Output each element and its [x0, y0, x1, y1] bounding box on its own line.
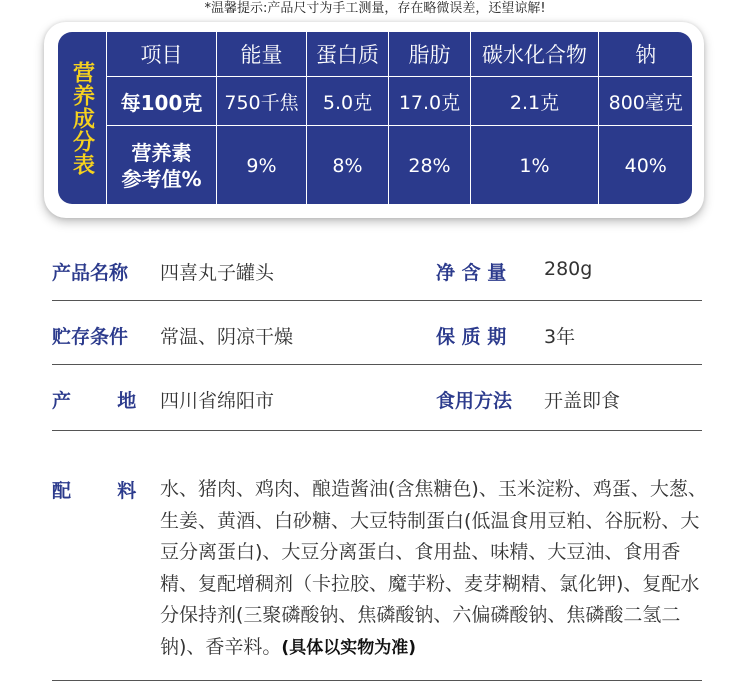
nrv-fat: 28%	[389, 126, 471, 205]
product-name-value: 四喜丸子罐头	[160, 262, 275, 284]
per100-fat: 17.0克	[389, 77, 471, 126]
header-carbohydrate: 碳水化合物	[471, 32, 599, 77]
nutrition-title-cell	[58, 32, 106, 204]
net-content-label: 净 含 量	[436, 262, 507, 284]
storage-value: 常温、阴凉干燥	[160, 326, 294, 348]
nrv-label-line1: 营养素	[131, 141, 192, 165]
ingredients-note: (具体以实物为准)	[281, 637, 416, 658]
header-protein: 蛋白质	[307, 32, 389, 77]
header-sodium: 钠	[599, 32, 693, 77]
nrv-carbohydrate: 1%	[471, 126, 599, 205]
divider-3	[52, 430, 702, 431]
nutrition-table	[106, 32, 692, 204]
usage-value: 开盖即食	[544, 390, 621, 412]
ingredients-label: 配 料	[52, 480, 137, 502]
nrv-protein: 8%	[307, 126, 389, 205]
per100-label: 每100克	[107, 77, 217, 126]
ingredients-value: 水、猪肉、鸡肉、酿造酱油(含焦糖色)、玉米淀粉、鸡蛋、大葱、生姜、黄酒、白砂糖、大豆特制蛋白(低温食用豆粕、谷朊粉、大豆分离蛋白)、大豆分离蛋白、食用盐、味精、大豆油、食用香精、复配增稠剂（卡拉胶、魔芋粉、麦芽糊精、氯化钾)、复配水分保持剂(三聚磷酸钠、焦磷酸钠、六偏磷酸钠、焦磷酸二氢二钠)、香辛料。	[160, 478, 707, 658]
header-fat: 脂肪	[389, 32, 471, 77]
header-item: 项目	[107, 32, 217, 77]
per100-energy: 750千焦	[217, 77, 307, 126]
nrv-label-line2: 参考值%	[121, 167, 202, 191]
nrv-label	[107, 126, 217, 205]
shelf-life-label: 保 质 期	[436, 326, 507, 348]
origin-value: 四川省绵阳市	[160, 390, 275, 412]
per100-carbohydrate: 2.1克	[471, 77, 599, 126]
notice-text: *温馨提示:产品尺寸为手工测量，存在略微误差，还望谅解!	[204, 1, 546, 16]
usage-label: 食用方法	[436, 390, 513, 412]
nrv-sodium: 40%	[599, 126, 693, 205]
ingredients-text	[160, 474, 708, 664]
net-content-value: 280g	[544, 258, 593, 280]
nutrition-nrv-row	[107, 126, 693, 205]
nutrition-table-panel	[58, 32, 692, 204]
divider-4	[52, 680, 702, 681]
product-name-label: 产品名称	[52, 262, 129, 284]
nrv-energy: 9%	[217, 126, 307, 205]
divider-1	[52, 300, 702, 301]
nutrition-header-row	[107, 32, 693, 77]
per100-protein: 5.0克	[307, 77, 389, 126]
origin-label: 产 地	[52, 390, 137, 412]
storage-label: 贮存条件	[52, 326, 129, 348]
divider-2	[52, 364, 702, 365]
header-energy: 能量	[217, 32, 307, 77]
shelf-life-value: 3年	[544, 326, 576, 348]
per100-sodium: 800毫克	[599, 77, 693, 126]
nutrition-title: 营养成分表	[69, 60, 95, 176]
nutrition-per100-row	[107, 77, 693, 126]
